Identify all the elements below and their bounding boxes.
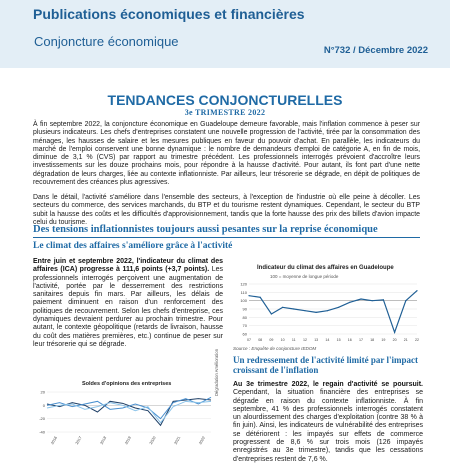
chart2-series-line — [47, 401, 211, 422]
detail-paragraph: Dans le détail, l'activité s'améliore dans l'ensemble des secteurs, à l'exception de l'industrie où elle peine à décoller. Les secteurs du commerce, des services marchands, du BTP et du tourisme restent dynamiques. Cependant, le secteur du BTP subit la hausse des coûts et les difficultés d'approvisionnement, tandis que la forte hausse des prix des billets d'avion impacte celui du tourisme. — [33, 194, 420, 226]
chart1-x-tick: 11 — [291, 338, 296, 342]
publication-subtitle: Conjoncture économique — [34, 34, 179, 49]
chart1-x-tick: 15 — [336, 338, 341, 342]
chart1-x-tick: 20 — [392, 338, 397, 342]
chart1-x-tick: 10 — [280, 338, 285, 342]
chart1-point — [383, 299, 384, 300]
intro-paragraph: À fin septembre 2022, la conjoncture économique en Guadeloupe demeure favorable, mais l'inflation commence à peser sur plusieurs indicateurs. Les chefs d'entreprises constatent une nouvelle progression de l'activité, tirée par la consommation des ménages, les hausses de salaire et les mesures publiques en faveur du pouvoir d'achat. En parallèle, les indicateurs du marché de l'emploi conservent une bonne dynamique : le nombre de demandeurs d'emploi de catégorie A, en fin de mois, diminue de 3,1 % (CVS) par rapport au trimestre précédent. Les professionnels interrogés prévoient d'accroître leurs investissements sur les douze prochains mois, pour répondre à la hausse d'activité. Pour autant, ils font part d'une nette dégradation de leurs charges, liée au contexte inflationniste. Par ailleurs, leur trésorerie se dégrade, en dépit de politiques de recouvrement des créances plus agressives. — [33, 121, 420, 187]
chart2-y-tick: 0 — [42, 402, 45, 408]
chart1-x-tick: 13 — [314, 338, 319, 342]
chart1-y-tick: 70 — [242, 323, 247, 329]
chart1-point — [349, 302, 350, 303]
chart2-y-tick: -20 — [39, 416, 45, 422]
chart1-x-tick: 22 — [415, 338, 419, 342]
chart1-y-tick: 100 — [240, 298, 247, 304]
publication-header — [0, 0, 450, 68]
chart1-x-tick: 21 — [403, 338, 408, 342]
chart1-point — [327, 310, 328, 311]
chart1-point — [416, 290, 417, 291]
chart2-y-tick: -40 — [39, 429, 45, 435]
right-column-text — [233, 381, 423, 464]
right-body-text: Cependant, la situation financière des entreprises se dégrade en raison du contexte inflationniste. À fin septembre, 41 % des professionnels interrogés constatent un alourdissement des charges d'exploitation (contre 38 % à fin juin). Ainsi, les indicateurs de vulnérabilité des entreprises se détériorent : les impayés sur effets de commerce progressent de 8,6 % sur trois mois (126 impayés enregistrés au 3e trimestre), tandis que les cessations d'entreprises restent de 7,6 %. — [233, 389, 423, 463]
issue-number: N°732 / Décembre 2022 — [323, 45, 428, 56]
chart2-x-tick: 2017 — [74, 435, 83, 446]
chart2-title: Soldes d'opinions des entreprises — [82, 381, 172, 387]
chart2-x-tick: 2020 — [148, 435, 157, 446]
chart1-x-tick: 16 — [347, 338, 352, 342]
chart1-point — [338, 307, 339, 308]
chart1-y-tick: 60 — [242, 331, 247, 337]
chart1-point — [405, 300, 406, 301]
chart1-point — [360, 298, 361, 299]
chart1-point — [248, 295, 249, 296]
chart2-y-tick: 20 — [40, 389, 45, 395]
left-body-text: Les professionnels interrogés perçoivent une augmentation de l'activité, portée par le desserrement des restrictions sanitaires depuis fin mars. Par ailleurs, les délais de paiement diminuent en raison d'un renforcement des politiques de recouvrement. Selon les chefs d'entreprise, ces dynamiques devraient perdurer au prochain trimestre. Pour autant, le contexte géopolitique (retards de livraison, hausse du coût des matières premières, etc.) continue de peser sur leur trésorerie qui se dégrade. — [33, 266, 223, 348]
chart1-x-tick: 12 — [303, 338, 307, 342]
chart1-point — [372, 300, 373, 301]
chart1-legend: 100 = moyenne de longue période — [270, 274, 339, 279]
section-divider — [33, 237, 420, 238]
chart1-point — [282, 307, 283, 308]
chart1-point — [293, 308, 294, 309]
chart1-point — [271, 313, 272, 314]
chart2-x-tick: 2016 — [50, 435, 58, 446]
section-subtitle-2: Un redressement de l'activité limité par l'impact croissant de l'inflation — [233, 355, 418, 375]
business-climate-chart — [233, 280, 423, 346]
document-period: 3e TRIMESTRE 2022 — [184, 108, 266, 117]
left-column-text — [33, 258, 223, 349]
chart2-x-tick: 2019 — [124, 435, 132, 446]
chart2-series-line — [47, 399, 211, 426]
chart1-x-tick: 14 — [325, 338, 330, 342]
publication-title: Publications économiques et financières — [33, 6, 305, 22]
chart1-point — [316, 312, 317, 313]
document-title: TENDANCES CONJONCTURELLES — [107, 92, 343, 108]
chart1-y-tick: 90 — [242, 306, 247, 312]
chart2-side-label: Dégradation Amélioration — [214, 348, 219, 396]
chart1-y-tick: 80 — [242, 314, 247, 320]
chart1-x-tick: 07 — [247, 338, 251, 342]
chart1-x-tick: 19 — [381, 338, 386, 342]
chart1-y-tick: 110 — [240, 289, 247, 295]
chart1-x-tick: 09 — [269, 338, 274, 342]
chart2-x-tick: 2018 — [99, 435, 108, 446]
chart1-x-tick: 08 — [258, 338, 263, 342]
chart1-point — [304, 310, 305, 311]
chart1-point — [394, 332, 395, 333]
chart1-x-tick: 18 — [370, 338, 375, 342]
right-lead-text: Au 3e trimestre 2022, le regain d'activité se poursuit. — [233, 381, 423, 388]
opinion-balance-chart — [33, 388, 223, 450]
chart2-x-tick: 2021 — [173, 435, 182, 446]
chart1-point — [260, 297, 261, 298]
chart1-series-line — [249, 291, 417, 333]
chart1-x-tick: 17 — [359, 338, 363, 342]
chart1-source: Source : Enquête de conjoncture IEDOM — [233, 346, 317, 351]
section-subtitle: Le climat des affaires s'améliore grâce à l'activité — [33, 241, 233, 251]
chart1-y-tick: 120 — [240, 281, 247, 287]
section-title: Des tensions inflationnistes toujours aussi pesantes sur la reprise économique — [33, 224, 378, 235]
chart2-x-tick: 2022 — [198, 435, 206, 446]
chart1-title: Indicateur du climat des affaires en Guadeloupe — [257, 265, 394, 271]
left-lead-text: Entre juin et septembre 2022, l'indicateur du climat des affaires (ICA) progresse à 111,6 points (+3,7 points). — [33, 258, 223, 274]
